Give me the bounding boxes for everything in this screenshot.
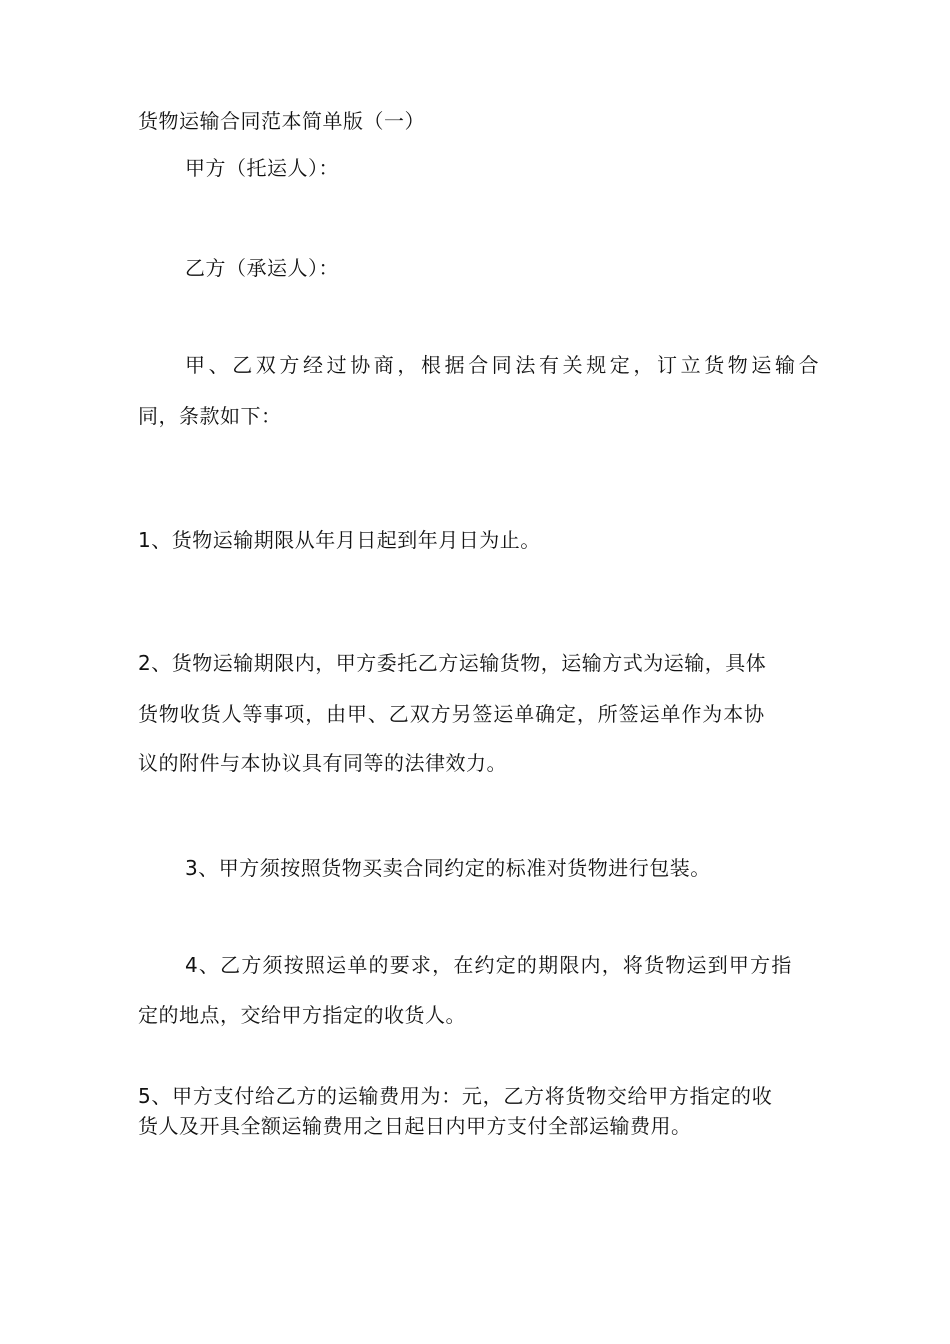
clause-4-line: 定的地点，交给甲方指定的收货人。 bbox=[138, 1003, 466, 1027]
clause-2-line: 议的附件与本协议具有同等的法律效力。 bbox=[138, 751, 507, 775]
party-b-label: 乙方（承运人）： bbox=[185, 256, 339, 280]
document-title: 货物运输合同范本简单版（一） bbox=[138, 109, 425, 133]
clause-4-line: 4、乙方须按照运单的要求，在约定的期限内，将货物运到甲方指 bbox=[185, 953, 793, 977]
intro-paragraph-line: 同，条款如下： bbox=[138, 404, 282, 428]
party-a-label: 甲方（托运人）： bbox=[185, 156, 339, 180]
clause-5-line: 5、甲方支付给乙方的运输费用为：元，乙方将货物交给甲方指定的收 bbox=[138, 1084, 773, 1108]
clause-3: 3、甲方须按照货物买卖合同约定的标准对货物进行包装。 bbox=[185, 856, 711, 880]
clause-1: 1、货物运输期限从年月日起到年月日为止。 bbox=[138, 528, 541, 552]
clause-5-line: 货人及开具全额运输费用之日起日内甲方支付全部运输费用。 bbox=[138, 1114, 692, 1138]
clause-2-line: 2、货物运输期限内，甲方委托乙方运输货物，运输方式为运输，具体 bbox=[138, 651, 767, 675]
clause-2-line: 货物收货人等事项，由甲、乙双方另签运单确定，所签运单作为本协 bbox=[138, 702, 765, 726]
intro-paragraph-line: 甲、乙双方经过协商，根据合同法有关规定，订立货物运输合 bbox=[185, 353, 823, 377]
